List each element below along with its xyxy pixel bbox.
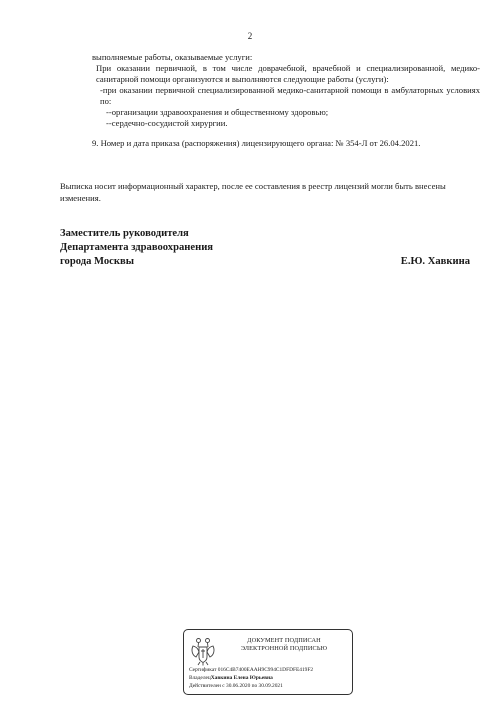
esign-heading (220, 637, 348, 653)
esign-validity: Действителен с 30.06.2020 по 30.09.2021 (189, 683, 283, 689)
order-number-paragraph: 9. Номер и дата приказа (распоряжения) лицензирующего органа: № 354-Л от 26.04.2021. (92, 138, 421, 148)
signer-title-line: города Москвы (60, 256, 134, 267)
esign-owner-name: Хавкина Елена Юрьевна (210, 675, 273, 681)
service-item: --организации здравоохранения и общественному здоровью; (106, 107, 329, 117)
license-details (92, 52, 480, 149)
esign-certificate: Сертификат 016C4B7400EAAH9C994C1DFDFE419F2 (189, 667, 314, 673)
electronic-signature-stamp (183, 629, 353, 695)
services-intro: выполняемые работы, оказываемые услуги: (92, 52, 253, 62)
signer-title-line: Заместитель руководителя (60, 228, 189, 239)
service-item: --сердечно-сосудистой хирургии. (106, 118, 228, 128)
primary-care-paragraph: При оказании первичной, в том числе доврачебной, врачебной и специализированной, медико-санитарной помощи организуются и выполняются следующие работы (услуги): (96, 63, 480, 84)
notice-paragraph: Выписка носит информационный характер, после ее составления в реестр лицензий могли быть внесены изменения. (60, 181, 446, 203)
esign-heading-line: ДОКУМЕНТ ПОДПИСАН (247, 637, 321, 644)
coat-of-arms-icon (190, 636, 216, 666)
specialized-care-paragraph: -при оказании первичной специализированной медико-санитарной помощи в амбулаторных условиях по: (100, 85, 480, 106)
esign-heading-line: ЭЛЕКТРОННОЙ ПОДПИСЬЮ (240, 645, 328, 652)
signer-name: Е.Ю. Хавкина (400, 256, 470, 267)
signer-title-line: Департамента здравоохранения (60, 242, 214, 253)
signature-block (60, 227, 470, 269)
esign-details (189, 666, 351, 690)
esign-owner (189, 674, 351, 682)
esign-owner-label: Владелец (189, 675, 211, 681)
page-number: 2 (247, 31, 253, 41)
